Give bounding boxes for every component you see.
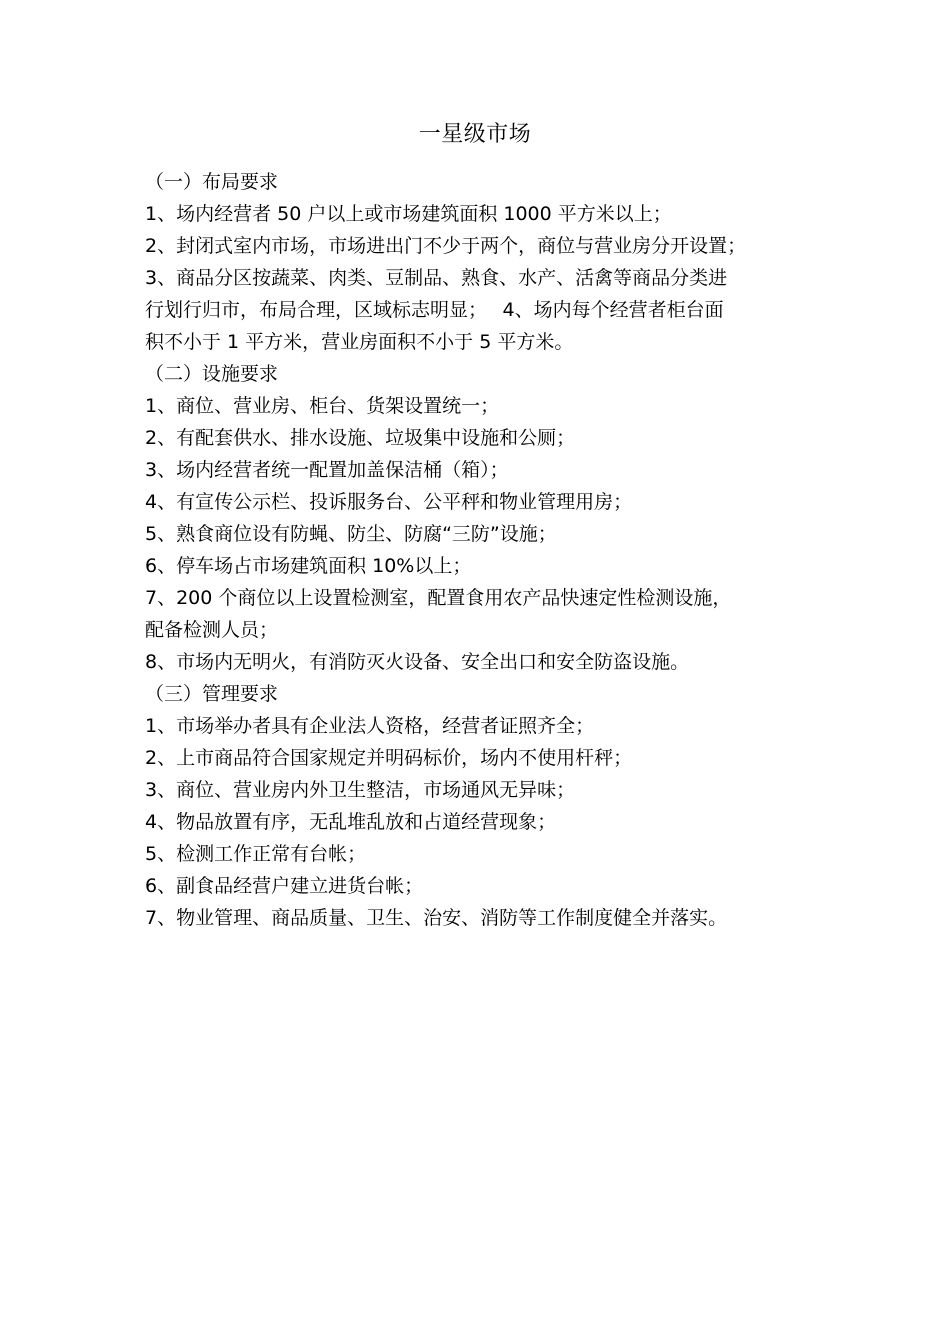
list-item: 2、封闭式室内市场，市场进出门不少于两个，商位与营业房分开设置； <box>145 235 747 257</box>
list-item: 3、商位、营业房内外卫生整洁，市场通风无异味； <box>145 779 576 801</box>
list-item: 6、停车场占市场建筑面积 10%以上； <box>145 555 472 577</box>
list-item: 1、场内经营者 50 户以上或市场建筑面积 1000 平方米以上； <box>145 203 672 225</box>
list-item: 7、200 个商位以上设置检测室，配置食用农产品快速定性检测设施， <box>145 587 732 609</box>
list-item: 7、物业管理、商品质量、卫生、治安、消防等工作制度健全并落实。 <box>145 907 728 929</box>
list-item: 4、物品放置有序，无乱堆乱放和占道经营现象； <box>145 811 557 833</box>
list-item: 行划行归市，布局合理，区域标志明显； 4、场内每个经营者柜台面 <box>145 299 724 321</box>
section-heading-facilities: （二）设施要求 <box>145 363 279 385</box>
list-item: 1、商位、营业房、柜台、货架设置统一； <box>145 395 500 417</box>
list-item: 3、场内经营者统一配置加盖保洁桶（箱）； <box>145 459 509 481</box>
list-item: 5、检测工作正常有台帐； <box>145 843 367 865</box>
list-item: 2、有配套供水、排水设施、垃圾集中设施和公厕； <box>145 427 576 449</box>
list-item: 5、熟食商位设有防蝇、防尘、防腐“三防”设施； <box>145 523 557 545</box>
list-item: 8、市场内无明火，有消防灭火设备、安全出口和安全防盗设施。 <box>145 651 690 673</box>
list-item: 2、上市商品符合国家规定并明码标价，场内不使用杆秤； <box>145 747 633 769</box>
page-title: 一星级市场 <box>418 122 532 147</box>
list-item: 1、市场举办者具有企业法人资格，经营者证照齐全； <box>145 715 595 737</box>
section-heading-management: （三）管理要求 <box>145 683 279 705</box>
list-item: 4、有宣传公示栏、投诉服务台、公平秤和物业管理用房； <box>145 491 633 513</box>
list-item: 配备检测人员； <box>145 619 279 641</box>
document-body <box>145 166 815 934</box>
section-heading-layout: （一）布局要求 <box>145 171 279 193</box>
list-item: 6、副食品经营户建立进货台帐； <box>145 875 424 897</box>
list-item: 积不小于 1 平方米，营业房面积不小于 5 平方米。 <box>145 331 574 353</box>
list-item: 3、商品分区按蔬菜、肉类、豆制品、熟食、水产、活禽等商品分类进 <box>145 267 728 289</box>
